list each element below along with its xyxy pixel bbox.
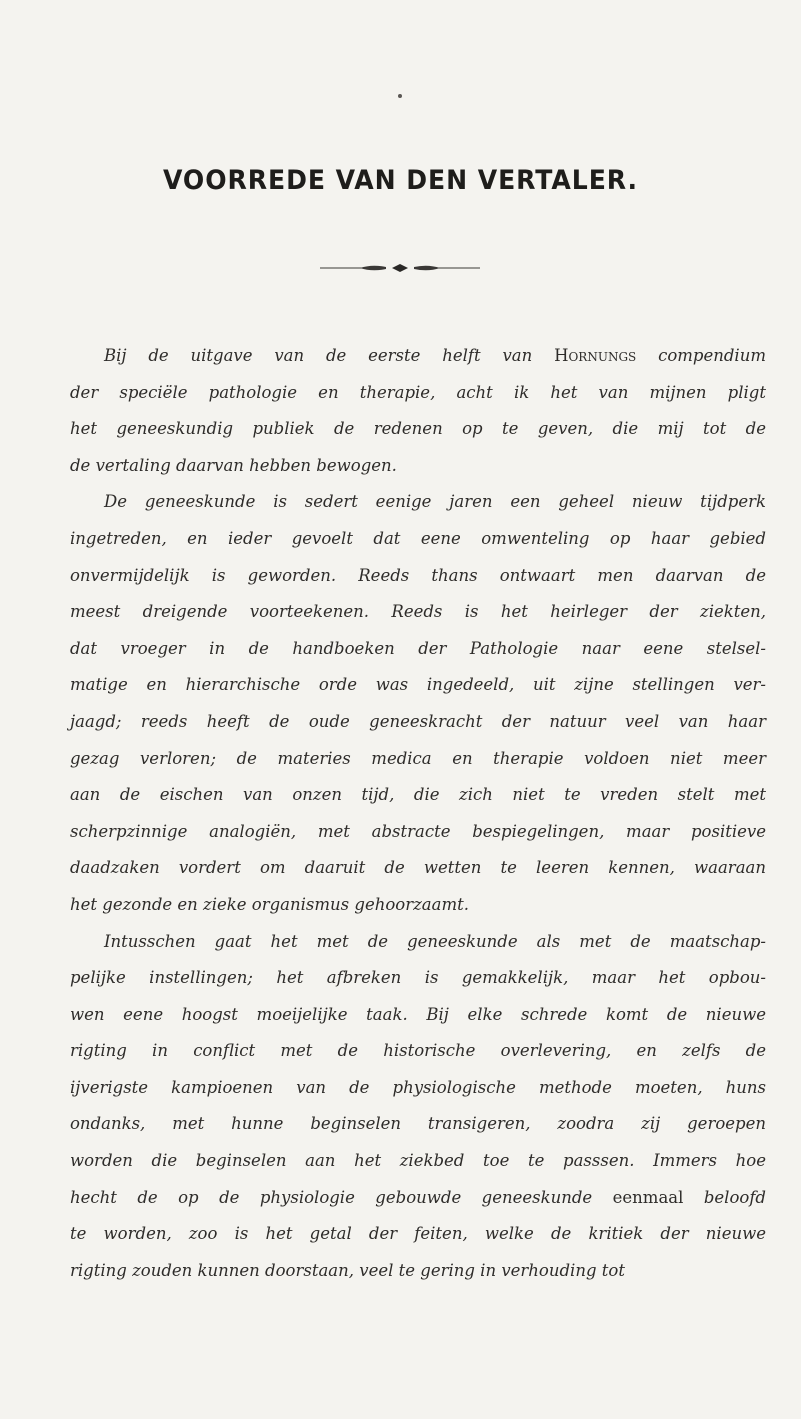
text-segment: scherpzinnige analogiën, met abstracte bespiegelingen, maar positieve	[70, 821, 766, 841]
text-segment: matige en hierarchische orde was ingedeeld, uit zijne stellingen ver-	[70, 675, 766, 695]
text-line	[70, 960, 766, 997]
text-line	[70, 1216, 766, 1253]
text-segment: te worden, zoo is het getal der feiten, welke de kritiek der nieuwe	[70, 1224, 766, 1244]
text-segment: worden die beginselen aan het ziekbed toe te passsen. Immers hoe	[70, 1151, 766, 1171]
text-line	[70, 1180, 766, 1217]
ornament-rule-icon	[320, 262, 480, 274]
text-segment: der speciële pathologie en therapie, acht ik het van mijnen pligt	[70, 382, 766, 402]
text-segment: compendium	[636, 346, 766, 365]
text-line	[70, 521, 766, 558]
text-line	[70, 338, 766, 375]
text-segment: rigting in conflict met de historische overlevering, en zelfs de	[70, 1041, 766, 1061]
text-segment: de vertaling daarvan hebben bewogen.	[70, 455, 397, 475]
text-segment: Hornungs	[554, 346, 637, 365]
text-segment: ondanks, met hunne beginselen transigeren, zoodra zij geroepen	[70, 1114, 766, 1134]
text-line	[70, 777, 766, 814]
text-line	[70, 924, 766, 961]
text-line	[70, 741, 766, 778]
text-segment: rigting zouden kunnen doorstaan, veel te gering in verhouding tot	[70, 1260, 625, 1280]
text-segment: jaagd; reeds heeft de oude geneeskracht der natuur veel van haar	[70, 711, 766, 731]
text-line	[70, 558, 766, 595]
page-title: VOORREDE VAN DEN VERTALER.	[163, 165, 638, 196]
page-mark	[398, 94, 402, 98]
text-segment: ijverigste kampioenen van de physiologische methode moeten, huns	[70, 1077, 766, 1097]
paragraph	[70, 484, 766, 923]
text-segment: beloofd	[683, 1187, 766, 1207]
text-segment: ingetreden, en ieder gevoelt dat eene omwenteling op haar gebied	[70, 528, 766, 548]
text-segment: Intusschen gaat het met de geneeskunde als met de maatschap-	[104, 931, 766, 951]
text-line	[70, 594, 766, 631]
text-segment: hecht de op de physiologie gebouwde geneeskunde	[70, 1187, 613, 1207]
text-segment: het gezonde en zieke organismus gehoorzaamt.	[70, 894, 469, 914]
text-segment: eenmaal	[612, 1187, 684, 1207]
text-segment: aan de eischen van onzen tijd, die zich niet te vreden stelt met	[70, 785, 766, 805]
text-line	[70, 1106, 766, 1143]
text-line	[70, 814, 766, 851]
text-line	[70, 375, 766, 412]
text-segment: wen eene hoogst moeijelijke taak. Bij elke schrede komt de nieuwe	[70, 1004, 766, 1024]
text-line	[70, 1070, 766, 1107]
text-line	[70, 1033, 766, 1070]
text-line	[70, 667, 766, 704]
text-line	[70, 631, 766, 668]
text-line	[70, 484, 766, 521]
text-segment: Bij de uitgave van de eerste helft van	[104, 346, 555, 365]
text-segment: De geneeskunde is sedert eenige jaren een geheel nieuw tijdperk	[104, 492, 766, 512]
body-text	[70, 338, 766, 1289]
text-segment: daadzaken vordert om daaruit de wetten te leeren kennen, waaraan	[70, 858, 766, 878]
text-segment: gezag verloren; de materies medica en therapie voldoen niet meer	[70, 748, 766, 768]
text-line	[70, 1143, 766, 1180]
text-segment: meest dreigende voorteekenen. Reeds is het heirleger der ziekten,	[70, 602, 766, 622]
paragraph	[70, 338, 766, 484]
text-line	[70, 704, 766, 741]
text-segment: het geneeskundig publiek de redenen op te geven, die mij tot de	[70, 419, 766, 439]
text-line	[70, 997, 766, 1034]
paragraph	[70, 924, 766, 1290]
text-segment: onvermijdelijk is geworden. Reeds thans ontwaart men daarvan de	[70, 565, 766, 585]
text-line	[70, 850, 766, 887]
text-line	[70, 411, 766, 448]
text-line	[70, 448, 766, 485]
text-line	[70, 1253, 766, 1290]
text-line	[70, 887, 766, 924]
text-segment: dat vroeger in de handboeken der Pathologie naar eene stelsel-	[70, 638, 766, 658]
text-segment: pelijke instellingen; het afbreken is gemakkelijk, maar het opbou-	[70, 968, 766, 988]
